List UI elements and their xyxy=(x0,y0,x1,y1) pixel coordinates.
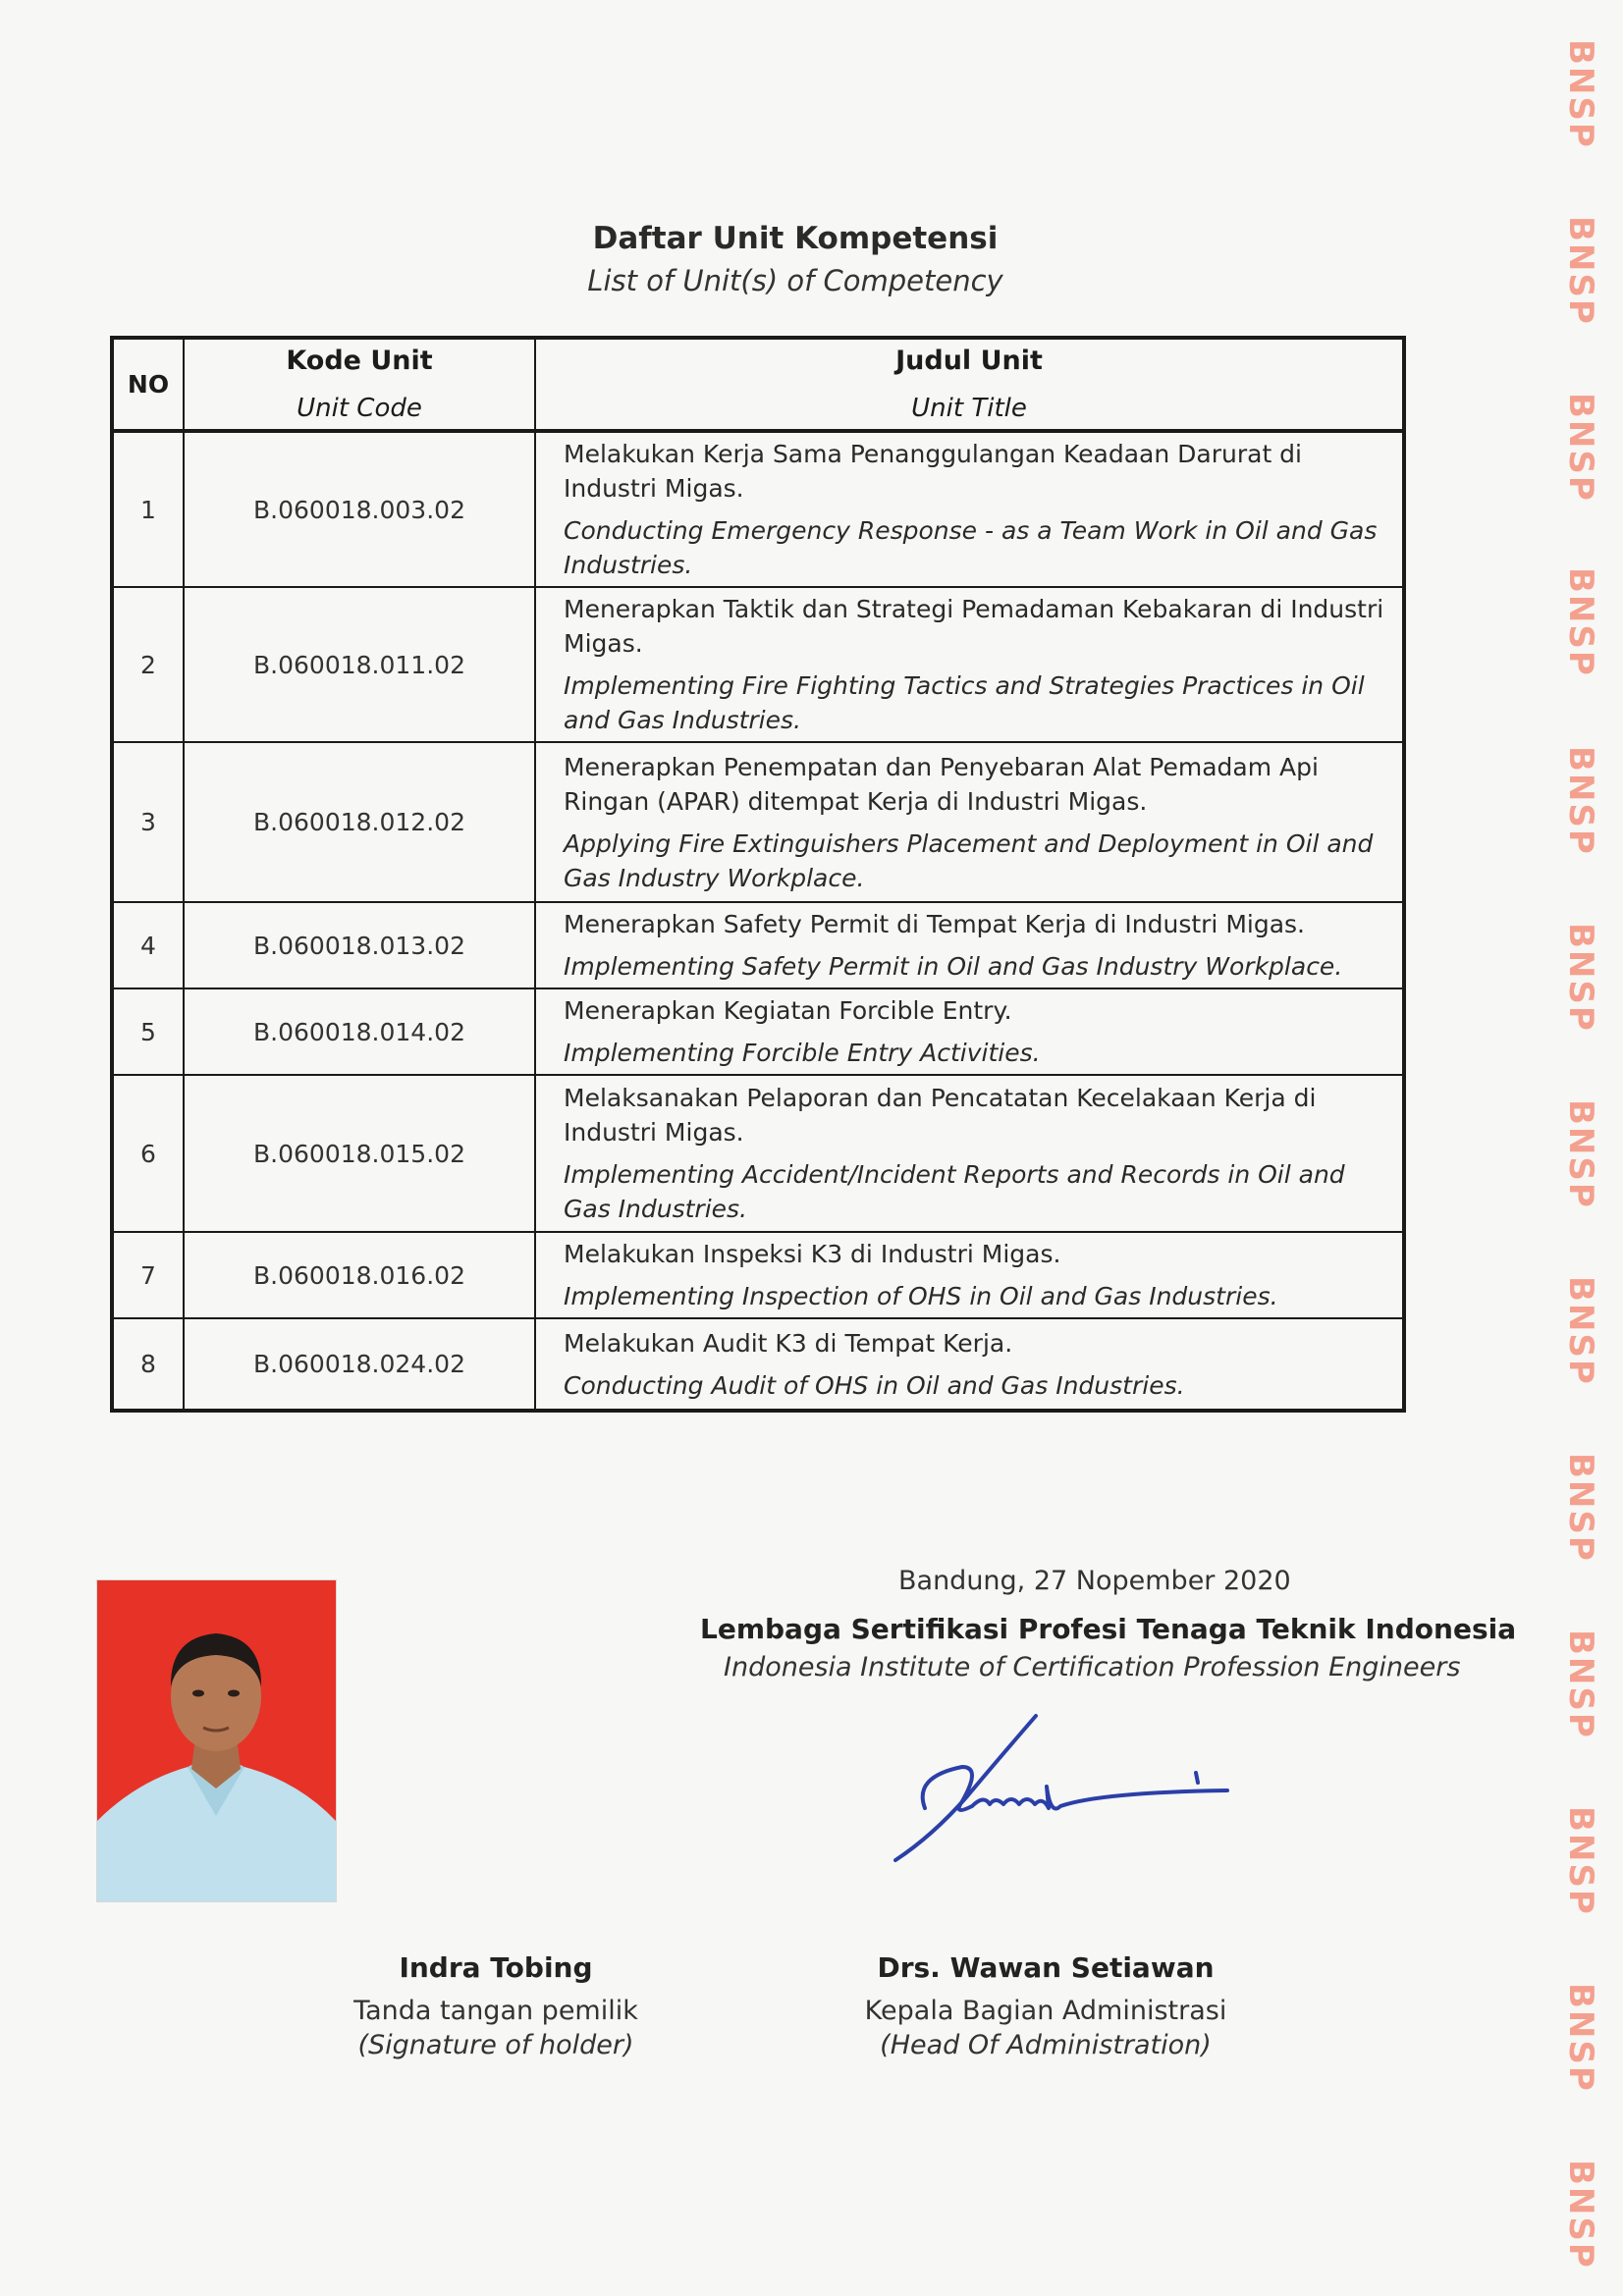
table-row xyxy=(112,902,1404,988)
row-no: 3 xyxy=(112,742,184,902)
header-title xyxy=(535,338,1404,431)
row-no: 7 xyxy=(112,1232,184,1318)
page-title: Daftar Unit Kompetensi xyxy=(592,221,999,256)
holder-role: Tanda tangan pemilik xyxy=(353,1996,638,2026)
row-no: 5 xyxy=(112,988,184,1075)
header-code-label: Kode Unit xyxy=(286,346,433,376)
row-title-id: Melaksanakan Pelaporan dan Pencatatan Kecelakaan Kerja di Industri Migas. xyxy=(564,1084,1317,1147)
holder-signature-block xyxy=(304,1951,687,2060)
table-row xyxy=(112,742,1404,902)
header-no: NO xyxy=(112,338,184,431)
row-title-id: Menerapkan Penempatan dan Penyebaran Alat Pemadam Api Ringan (APAR) ditempat Kerja di Industri Migas. xyxy=(564,752,1319,816)
row-title xyxy=(535,902,1404,988)
row-title xyxy=(535,988,1404,1075)
holder-name: Indra Tobing xyxy=(399,1951,593,1984)
row-no: 6 xyxy=(112,1075,184,1232)
row-code: B.060018.016.02 xyxy=(184,1232,535,1318)
bnsp-watermark: BNSP xyxy=(1561,39,1600,149)
row-no: 8 xyxy=(112,1318,184,1411)
bnsp-watermark: BNSP xyxy=(1561,2160,1600,2269)
table-header-row xyxy=(112,338,1404,431)
row-title-en: Implementing Safety Permit in Oil and Gas Industry Workplace. xyxy=(564,952,1343,981)
row-title-en: Applying Fire Extinguishers Placement and Deployment in Oil and Gas Industry Workplace. xyxy=(564,828,1374,892)
title-block xyxy=(0,221,1591,297)
bnsp-watermark: BNSP xyxy=(1561,1983,1600,2093)
place-date: Bandung, 27 Nopember 2020 xyxy=(898,1566,1291,1596)
row-code: B.060018.003.02 xyxy=(184,431,535,587)
header-title-label: Judul Unit xyxy=(895,346,1043,376)
table-row xyxy=(112,587,1404,742)
row-title-id: Menerapkan Kegiatan Forcible Entry. xyxy=(564,996,1012,1025)
row-title xyxy=(535,1232,1404,1318)
official-role-en: (Head Of Administration) xyxy=(880,2030,1212,2060)
official-name: Drs. Wawan Setiawan xyxy=(877,1951,1215,1984)
row-title xyxy=(535,742,1404,902)
row-title-id: Melakukan Inspeksi K3 di Industri Migas. xyxy=(564,1240,1061,1268)
official-role: Kepala Bagian Administrasi xyxy=(864,1996,1227,2026)
table-row xyxy=(112,1232,1404,1318)
row-title-en: Implementing Accident/Incident Reports and Records in Oil and Gas Industries. xyxy=(564,1160,1345,1223)
holder-role-en: (Signature of holder) xyxy=(357,2030,634,2060)
row-code: B.060018.024.02 xyxy=(184,1318,535,1411)
table-row xyxy=(112,1075,1404,1232)
row-no: 1 xyxy=(112,431,184,587)
bnsp-watermark: BNSP xyxy=(1561,1276,1600,1386)
institution-name-en: Indonesia Institute of Certification Profession Engineers xyxy=(724,1652,1461,1682)
header-code-label-en: Unit Code xyxy=(297,394,422,423)
row-code: B.060018.012.02 xyxy=(184,742,535,902)
row-title-en: Implementing Inspection of OHS in Oil and Gas Industries. xyxy=(564,1282,1278,1310)
row-code: B.060018.013.02 xyxy=(184,902,535,988)
official-signature xyxy=(874,1708,1237,1865)
row-title xyxy=(535,1318,1404,1411)
bnsp-watermark: BNSP xyxy=(1561,1453,1600,1563)
official-signature-block xyxy=(815,1951,1276,2060)
competency-units-table xyxy=(110,336,1406,1413)
portrait-image xyxy=(97,1580,336,1901)
institution-name: Lembaga Sertifikasi Profesi Tenaga Teknik Indonesia xyxy=(700,1613,1517,1645)
row-code: B.060018.011.02 xyxy=(184,587,535,742)
bnsp-watermark: BNSP xyxy=(1561,1099,1600,1209)
table-row xyxy=(112,431,1404,587)
row-title-id: Menerapkan Taktik dan Strategi Pemadaman Kebakaran di Industri Migas. xyxy=(564,595,1384,658)
bnsp-watermark-column xyxy=(1512,0,1600,2296)
row-code: B.060018.015.02 xyxy=(184,1075,535,1232)
row-title-en: Implementing Forcible Entry Activities. xyxy=(564,1039,1041,1067)
bnsp-watermark: BNSP xyxy=(1561,1629,1600,1739)
row-title-en: Implementing Fire Fighting Tactics and Strategies Practices in Oil and Gas Industries. xyxy=(564,671,1365,734)
header-code xyxy=(184,338,535,431)
bnsp-watermark: BNSP xyxy=(1561,923,1600,1033)
row-code: B.060018.014.02 xyxy=(184,988,535,1075)
row-title-id: Melakukan Kerja Sama Penanggulangan Keadaan Darurat di Industri Migas. xyxy=(564,440,1303,503)
bnsp-watermark: BNSP xyxy=(1561,567,1600,677)
row-no: 4 xyxy=(112,902,184,988)
row-title xyxy=(535,587,1404,742)
header-title-label-en: Unit Title xyxy=(911,394,1027,423)
page-subtitle: List of Unit(s) of Competency xyxy=(587,264,1003,297)
table-row xyxy=(112,988,1404,1075)
row-title-en: Conducting Audit of OHS in Oil and Gas Industries. xyxy=(564,1370,1185,1400)
table-row xyxy=(112,1318,1404,1411)
holder-photo xyxy=(97,1580,336,1901)
bnsp-watermark: BNSP xyxy=(1561,1806,1600,1916)
row-title xyxy=(535,1075,1404,1232)
row-title-id: Menerapkan Safety Permit di Tempat Kerja di Industri Migas. xyxy=(564,910,1306,938)
bnsp-watermark: BNSP xyxy=(1561,746,1600,856)
row-title xyxy=(535,431,1404,587)
row-title-id: Melakukan Audit K3 di Tempat Kerja. xyxy=(564,1328,1013,1358)
bnsp-watermark: BNSP xyxy=(1561,393,1600,503)
row-title-en: Conducting Emergency Response - as a Team Work in Oil and Gas Industries. xyxy=(564,516,1378,579)
row-no: 2 xyxy=(112,587,184,742)
bnsp-watermark: BNSP xyxy=(1561,216,1600,326)
